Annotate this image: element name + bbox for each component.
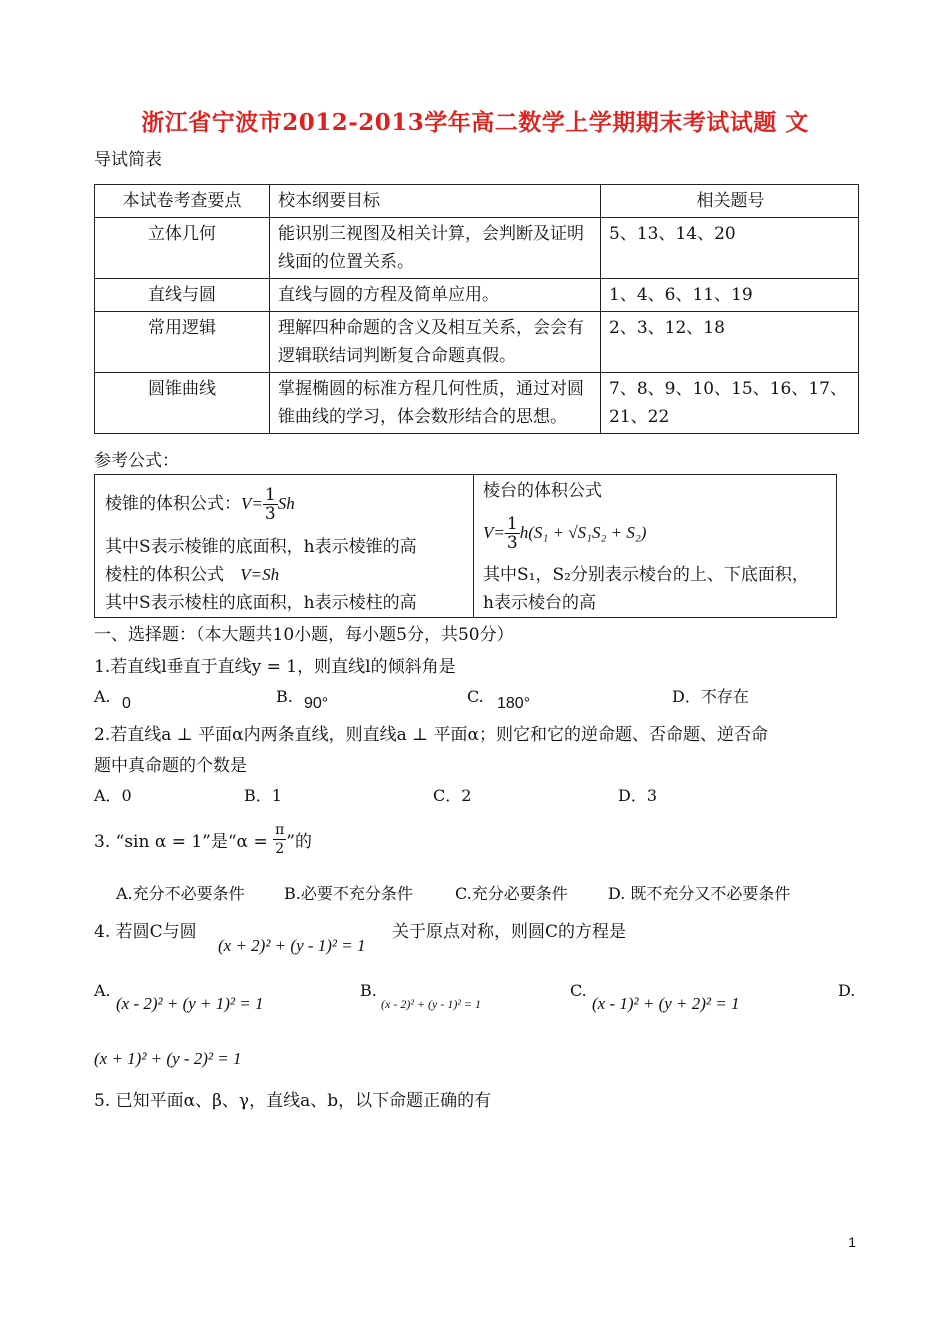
- prism-formula: [105, 561, 279, 589]
- q4-option-b: (x - 2)² + (y - 1)² = 1: [381, 997, 482, 1011]
- q3-lead: 3. “sin α = 1”是“α =: [94, 832, 274, 852]
- document-title: 浙江省宁波市2012-2013学年高二数学上学期期末考试试题 文: [141, 109, 809, 136]
- header-goal: 校本纲要目标: [270, 185, 601, 218]
- q3-option-d: D. 既不充分又不必要条件: [608, 884, 791, 903]
- row-items: 7、8、9、10、15、16、17、21、22: [601, 373, 859, 434]
- row-goal: 理解四种命题的含义及相互关系，会会有逻辑联结词判断复合命题真假。: [270, 312, 601, 373]
- q4-equation: (x + 2)² + (y - 1)² = 1: [218, 936, 366, 955]
- row-topic: 直线与圆: [95, 279, 270, 312]
- fraction-denominator: 3: [506, 533, 518, 553]
- q2-option-a: A．0: [94, 786, 132, 805]
- guide-table: [94, 184, 859, 434]
- prism-expr: V=Sh: [240, 565, 280, 584]
- reference-heading: 参考公式：: [94, 451, 179, 471]
- pi-over-two-fraction: [273, 821, 286, 858]
- q4-option-c: (x - 1)² + (y + 2)² = 1: [592, 994, 740, 1013]
- guide-heading: 导试简表: [94, 150, 162, 170]
- row-topic: 常用逻辑: [95, 312, 270, 373]
- page-number: 1: [848, 1234, 856, 1250]
- q3-option-c: C.充分必要条件: [455, 884, 568, 903]
- q2-option-c: C．2: [433, 786, 472, 805]
- row-items: 1、4、6、11、19: [601, 279, 859, 312]
- q1-option-d: D．不存在: [672, 687, 749, 706]
- table-row: [95, 218, 859, 279]
- row-goal: 能识别三视图及相关计算，会判断及证明线面的位置关系。: [270, 218, 601, 279]
- q1-option-c-value: 180°: [497, 695, 531, 712]
- table-row: [95, 312, 859, 373]
- question-2-line-2: 题中真命题的个数是: [94, 756, 247, 776]
- frustum-note-2: h表示棱台的高: [483, 593, 596, 613]
- q1-option-c-label: C.: [467, 687, 484, 706]
- frustum-note-1: 其中S₁，S₂分别表示棱台的上、下底面积，: [483, 565, 809, 585]
- table-row: [95, 279, 859, 312]
- fraction: [505, 515, 520, 552]
- pyramid-sh: Sh: [277, 494, 295, 513]
- q3-tail: ”的: [286, 832, 312, 852]
- question-3-stem: [94, 822, 312, 858]
- q4-tail: 关于原点对称，则圆C的方程是: [392, 922, 627, 942]
- fraction-denominator: 2: [275, 841, 285, 857]
- header-items: 相关题号: [601, 185, 859, 218]
- prism-label: 棱柱的体积公式: [105, 565, 224, 585]
- fraction-numerator: π: [275, 822, 285, 838]
- pyramid-note: 其中S表示棱锥的底面积，h表示棱锥的高: [105, 537, 417, 557]
- question-1-stem: 1.若直线l垂直于直线y = 1，则直线l的倾斜角是: [94, 657, 456, 677]
- frustum-expr-tail: h(S₁ + √S₁S₂ + S₂): [519, 523, 647, 542]
- row-items: 5、13、14、20: [601, 218, 859, 279]
- frustum-expr-lead: V=: [483, 523, 505, 542]
- prism-note: 其中S表示棱柱的底面积，h表示棱柱的高: [105, 593, 417, 613]
- pyramid-formula: [105, 486, 295, 523]
- header-topic: 本试卷考查要点: [95, 185, 270, 218]
- table-header-row: [95, 185, 859, 218]
- table-row: [95, 373, 859, 434]
- q4-option-a-label: A.: [94, 981, 111, 1000]
- q4-option-c-label: C.: [570, 981, 587, 1000]
- q2-option-d: D．3: [618, 786, 658, 805]
- q1-option-a-value: 0: [122, 695, 131, 712]
- section-heading: 一、选择题：（本大题共10小题，每小题5分，共50分）: [94, 625, 514, 645]
- q1-option-b-label: B.: [276, 687, 293, 706]
- pyramid-label: 棱锥的体积公式：: [105, 494, 241, 514]
- q3-option-a: A.充分不必要条件: [116, 884, 245, 903]
- row-topic: 立体几何: [95, 218, 270, 279]
- fraction: [263, 486, 278, 523]
- formula-box: [94, 474, 837, 618]
- row-goal: 直线与圆的方程及简单应用。: [270, 279, 601, 312]
- frustum-formula: [483, 515, 646, 552]
- fraction-numerator: 1: [264, 485, 276, 505]
- fraction-numerator: 1: [506, 514, 518, 534]
- q4-option-b-label: B.: [360, 981, 377, 1000]
- frustum-label: 棱台的体积公式: [483, 481, 602, 501]
- row-topic: 圆锥曲线: [95, 373, 270, 434]
- q1-option-a-label: A.: [94, 687, 111, 706]
- question-2-line-1: 2.若直线a ⊥ 平面α内两条直线，则直线a ⊥ 平面α；则它和它的逆命题、否命题、逆否命: [94, 725, 769, 745]
- fraction-denominator: 3: [264, 504, 276, 524]
- q2-option-b: B．1: [244, 786, 282, 805]
- q4-option-a: (x - 2)² + (y + 1)² = 1: [116, 994, 264, 1013]
- row-items: 2、3、12、18: [601, 312, 859, 373]
- q3-option-b: B.必要不充分条件: [284, 884, 413, 903]
- q4-option-d: (x + 1)² + (y - 2)² = 1: [94, 1049, 242, 1068]
- q1-option-b-value: 90°: [304, 695, 329, 712]
- q4-lead: 4. 若圆C与圆: [94, 922, 197, 942]
- q4-option-d-label: D.: [838, 981, 856, 1000]
- row-goal: 掌握椭圆的标准方程几何性质，通过对圆锥曲线的学习，体会数形结合的思想。: [270, 373, 601, 434]
- question-5-stem: 5. 已知平面α、β、γ，直线a、b，以下命题正确的有: [94, 1091, 492, 1111]
- formula-divider: [473, 475, 474, 617]
- pyramid-expr: V=: [241, 494, 263, 513]
